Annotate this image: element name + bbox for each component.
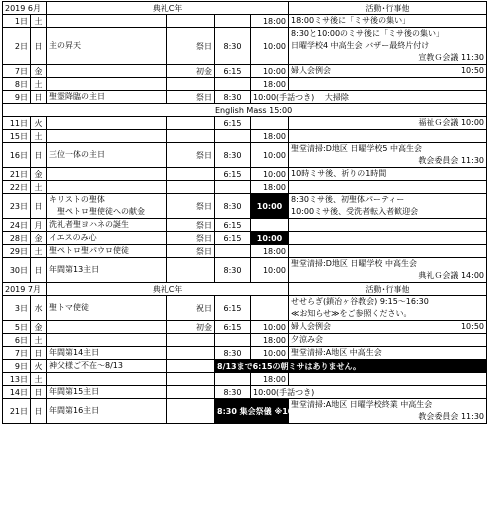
liturgy-name: [49, 117, 164, 129]
liturgy-cell: [47, 232, 167, 245]
day-cell: 29日: [3, 245, 31, 258]
activity-text: 聖堂清掃:A地区 日曜学校終業 中高生会: [291, 400, 433, 409]
weekday-cell: 土: [31, 334, 47, 347]
liturgy-name: イエスのみ心: [49, 233, 97, 242]
day-cell: 9日: [3, 91, 31, 104]
liturgy-cell: [47, 117, 167, 130]
mass-time-1: [215, 181, 251, 194]
liturgy-cell: [47, 360, 167, 373]
month-header-row: [3, 2, 487, 15]
activity-cell: [289, 296, 487, 321]
liturgy-name: 三位一体の主日: [49, 150, 105, 159]
activity-line: [291, 258, 484, 270]
mass-time-2: [251, 219, 289, 232]
weekday-cell: 土: [31, 130, 47, 143]
activity-time: 宣教Ｇ会議 11:30: [418, 53, 485, 62]
liturgy-cell: [47, 130, 167, 143]
weekday-cell: 水: [31, 296, 47, 321]
mass-time-2: 18:00: [251, 334, 289, 347]
month-label: 2019 7月: [3, 283, 47, 296]
activity-text: 夕涼み会: [291, 335, 324, 344]
weekday-cell: 金: [31, 321, 47, 334]
activity-cell: [289, 28, 487, 65]
feast-kind-cell: [167, 15, 215, 28]
activity-cell: [289, 15, 487, 28]
activity-line: [291, 117, 484, 129]
liturgy-name: [49, 15, 164, 27]
activity-cell: [289, 232, 487, 245]
schedule-row: [3, 78, 487, 91]
feast-kind-cell: 祭日: [167, 219, 215, 232]
notice-banner: 8/13まで6:15の朝ミサはありません。: [215, 360, 487, 373]
schedule-row: [3, 360, 487, 373]
activity-cell: [289, 245, 487, 258]
day-cell: 23日: [3, 194, 31, 219]
liturgy-name: キリストの聖体: [49, 195, 105, 204]
mass-time-1: 8:30: [215, 143, 251, 168]
schedule-row: [3, 194, 487, 219]
schedule-table: [2, 1, 487, 424]
liturgy-cell: [47, 194, 167, 219]
liturgy-cell: [47, 347, 167, 360]
liturgy-name: [49, 373, 164, 385]
liturgy-name: 洗礼者聖ヨハネの誕生: [49, 220, 129, 229]
day-cell: 9日: [3, 360, 31, 373]
liturgy-cell: [47, 258, 167, 283]
liturgy-cell: [47, 91, 167, 104]
activity-line: [291, 347, 484, 359]
schedule-row: [3, 28, 487, 65]
activity-time: 教会委員会 11:30: [418, 412, 485, 421]
schedule-row: [3, 15, 487, 28]
weekday-cell: 日: [31, 258, 47, 283]
feast-kind-cell: 祭日: [167, 91, 215, 104]
activity-cell: [289, 78, 487, 91]
activity-cell: [289, 258, 487, 283]
feast-kind-cell: [167, 181, 215, 194]
schedule-row: [3, 347, 487, 360]
activity-time: 教会委員会 11:30: [418, 156, 485, 165]
mass-time-1: 6:15: [215, 321, 251, 334]
weekday-cell: 金: [31, 232, 47, 245]
month-label: 2019 6月: [3, 2, 47, 15]
activity-line: [291, 65, 484, 77]
mass-time-1: 8:30: [215, 28, 251, 65]
activity-cell: [289, 130, 487, 143]
mass-time-1: 8:30: [215, 91, 251, 104]
activity-line: [291, 28, 484, 40]
liturgy-cell: [47, 78, 167, 91]
schedule-row: [3, 168, 487, 181]
day-cell: 16日: [3, 143, 31, 168]
mass-time-1: [215, 78, 251, 91]
liturgy-name: [49, 65, 164, 77]
liturgy-cell: [47, 386, 167, 399]
liturgy-name: 年間第16主日: [49, 406, 100, 415]
weekday-cell: 日: [31, 91, 47, 104]
schedule-row: [3, 373, 487, 386]
notice-banner: 8:30 集会祭儀 ※10:00のミサはありません。: [215, 399, 289, 424]
activity-cell: [289, 373, 487, 386]
mass-time-2: 18:00: [251, 78, 289, 91]
schedule-row: [3, 399, 487, 424]
mass-time-1: 8:30: [215, 386, 251, 399]
schedule-row: [3, 117, 487, 130]
day-cell: 30日: [3, 258, 31, 283]
feast-kind-cell: 祝日: [167, 296, 215, 321]
activity-line: [291, 334, 484, 346]
activity-line: [291, 40, 484, 52]
liturgy-cell: [47, 65, 167, 78]
mass-time-1: [215, 334, 251, 347]
weekday-cell: 日: [31, 143, 47, 168]
schedule-row: [3, 104, 487, 117]
mass-time-1: 6:15: [215, 232, 251, 245]
mass-time-2: 18:00: [251, 373, 289, 386]
activity-line: [291, 155, 484, 167]
activities-header: 活動･行事他: [289, 2, 487, 15]
feast-kind-cell: 祭日: [167, 232, 215, 245]
activity-line: [291, 232, 484, 244]
activity-cell: [289, 168, 487, 181]
day-cell: 24日: [3, 219, 31, 232]
schedule-row: [3, 130, 487, 143]
activity-line: [291, 194, 484, 206]
liturgy-year: 典礼C年: [47, 2, 289, 15]
activity-cell: [289, 347, 487, 360]
liturgy-cell: [47, 321, 167, 334]
liturgy-name: [49, 321, 164, 333]
activity-line: [291, 52, 484, 64]
mass-time-2: 10:00: [251, 65, 289, 78]
mass-time-1: [215, 373, 251, 386]
activity-line: [291, 143, 484, 155]
feast-kind-cell: [167, 399, 215, 424]
activity-text: 10:00ミサ後、受洗者転入者歓迎会: [291, 207, 419, 216]
feast-kind-cell: [167, 78, 215, 91]
feast-kind-cell: 祭日: [167, 143, 215, 168]
mass-time-2: 10:00: [251, 168, 289, 181]
liturgy-cell: [47, 296, 167, 321]
weekday-cell: 火: [31, 360, 47, 373]
feast-kind-cell: [167, 130, 215, 143]
weekday-cell: 日: [31, 28, 47, 65]
mass-time-2: 18:00: [251, 130, 289, 143]
day-cell: 3日: [3, 296, 31, 321]
feast-kind-cell: [167, 168, 215, 181]
mass-time-2: 10:00: [251, 194, 289, 219]
schedule-row: [3, 334, 487, 347]
liturgy-cell: [47, 143, 167, 168]
weekday-cell: 土: [31, 181, 47, 194]
day-cell: 22日: [3, 181, 31, 194]
month-header-row: [3, 283, 487, 296]
mass-time-1: 8:30: [215, 258, 251, 283]
mass-time-2: 10:00: [251, 258, 289, 283]
mass-time-1: [215, 130, 251, 143]
feast-kind-cell: [167, 334, 215, 347]
activity-text: 聖堂清掃:A地区 中高生会: [291, 348, 382, 357]
schedule-row: [3, 258, 487, 283]
schedule-row: [3, 296, 487, 321]
activity-time: 典礼Ｇ会議 14:00: [418, 271, 485, 280]
activity-cell: [289, 143, 487, 168]
day-cell: 5日: [3, 321, 31, 334]
feast-kind-cell: [167, 347, 215, 360]
activity-line: [291, 130, 484, 142]
liturgy-name: [49, 168, 164, 180]
liturgy-cell: [47, 373, 167, 386]
activity-cell: [289, 65, 487, 78]
weekday-cell: 火: [31, 117, 47, 130]
activity-line: [291, 219, 484, 231]
schedule-row: [3, 219, 487, 232]
activity-line: [291, 181, 484, 193]
activity-time: 福祉Ｇ会議 10:00: [418, 118, 485, 127]
feast-kind-cell: 祭日: [167, 28, 215, 65]
activity-text: ≪お知らせ≫をご参照ください。: [291, 309, 412, 318]
feast-kind-cell: [167, 117, 215, 130]
day-cell: 14日: [3, 386, 31, 399]
weekday-cell: 土: [31, 373, 47, 386]
activity-cell: [289, 194, 487, 219]
liturgy-name: [49, 130, 164, 142]
activity-line: [291, 168, 484, 180]
liturgy-name: 年間第15主日: [49, 387, 100, 396]
activity-cell: [289, 219, 487, 232]
liturgy-name: 年間第14主日: [49, 348, 100, 357]
day-cell: 7日: [3, 347, 31, 360]
weekday-cell: 日: [31, 194, 47, 219]
mass-time-2: 10:00(手話つき): [251, 386, 487, 399]
activity-line: [291, 78, 484, 90]
day-cell: 15日: [3, 130, 31, 143]
mass-time-2: [251, 296, 289, 321]
activity-text: 聖堂清掃:D地区 日曜学校5 中高生会: [291, 144, 423, 153]
activity-line: [291, 308, 484, 320]
activity-text: せせらぎ(鎖冶ヶ谷教会) 9:15～16:30: [291, 297, 429, 306]
liturgy-cell: [47, 245, 167, 258]
mass-time-2: [251, 117, 289, 130]
weekday-cell: 金: [31, 168, 47, 181]
liturgy-cell: [47, 168, 167, 181]
activity-cell: [289, 117, 487, 130]
liturgy-name: 主の昇天: [49, 41, 81, 50]
schedule-row: [3, 232, 487, 245]
mass-time-1: 6:15: [215, 219, 251, 232]
activity-time: 10:50: [460, 66, 485, 75]
activity-cell: [289, 321, 487, 334]
mass-time-1: 8:30: [215, 347, 251, 360]
liturgy-cell: [47, 181, 167, 194]
liturgy-cell: [47, 399, 167, 424]
liturgy-cell: [47, 219, 167, 232]
weekday-cell: 日: [31, 386, 47, 399]
weekday-cell: 月: [31, 219, 47, 232]
activity-line: [291, 206, 484, 218]
activity-text: 婦人会例会: [291, 66, 332, 75]
activities-header: 活動･行事他: [289, 283, 487, 296]
mass-time-2: 10:00: [251, 28, 289, 65]
mass-time-2: 10:00: [251, 232, 289, 245]
schedule-row: [3, 143, 487, 168]
feast-kind-cell: 初金: [167, 321, 215, 334]
weekday-cell: 日: [31, 347, 47, 360]
schedule-row: [3, 321, 487, 334]
activity-text: 8:30ミサ後、初聖体パーティー: [291, 195, 405, 204]
mass-time-2: 10:00(手話つき) 大掃除: [251, 91, 487, 104]
liturgy-cell: [47, 15, 167, 28]
feast-kind-cell: [167, 360, 215, 373]
liturgy-cell: [47, 28, 167, 65]
activity-line: [291, 296, 484, 308]
mass-time-1: 6:15: [215, 65, 251, 78]
activity-line: [291, 321, 484, 333]
mass-time-2: 10:00: [251, 321, 289, 334]
feast-kind-cell: [167, 373, 215, 386]
mass-time-1: 8:30: [215, 194, 251, 219]
feast-kind-cell: 祭日: [167, 245, 215, 258]
day-cell: 8日: [3, 78, 31, 91]
mass-time-2: 10:00: [251, 143, 289, 168]
liturgy-year: 典礼C年: [47, 283, 289, 296]
liturgy-name: 聖霊降臨の主日: [49, 92, 105, 101]
schedule-row: [3, 386, 487, 399]
english-mass-note: English Mass 15:00: [3, 104, 487, 117]
liturgy-name: [49, 181, 164, 193]
mass-time-2: 18:00: [251, 15, 289, 28]
mass-time-2: 18:00: [251, 181, 289, 194]
activity-text: 聖堂清掃:D地区 日曜学校 中高生会: [291, 259, 417, 268]
day-cell: 6日: [3, 334, 31, 347]
weekday-cell: 金: [31, 65, 47, 78]
mass-time-2: 18:00: [251, 245, 289, 258]
day-cell: 28日: [3, 232, 31, 245]
activity-text: 婦人会例会: [291, 322, 332, 331]
activity-line: [291, 15, 484, 27]
schedule-row: [3, 181, 487, 194]
weekday-cell: 日: [31, 399, 47, 424]
schedule-row: [3, 65, 487, 78]
mass-time-1: [215, 15, 251, 28]
activity-cell: [289, 334, 487, 347]
weekday-cell: 土: [31, 245, 47, 258]
day-cell: 1日: [3, 15, 31, 28]
activity-text: 10時ミサ後、祈りの1時間: [291, 169, 387, 178]
activity-line: [291, 399, 484, 411]
feast-kind-cell: 初金: [167, 65, 215, 78]
day-cell: 2日: [3, 28, 31, 65]
mass-time-1: [215, 245, 251, 258]
mass-time-1: 6:15: [215, 296, 251, 321]
activity-time: 10:50: [460, 322, 485, 331]
activity-cell: [289, 181, 487, 194]
weekday-cell: 土: [31, 78, 47, 91]
liturgy-name: 年間第13主日: [49, 265, 100, 274]
weekday-cell: 土: [31, 15, 47, 28]
activity-line: [291, 245, 484, 257]
day-cell: 11日: [3, 117, 31, 130]
feast-kind-cell: [167, 258, 215, 283]
liturgy-name: 聖トマ使徒: [49, 303, 89, 312]
liturgy-name: 神父様ご不在～8/13: [49, 361, 123, 370]
day-cell: 13日: [3, 373, 31, 386]
activity-text: 18:00ミサ後に「ミサ後の集い」: [291, 16, 411, 25]
activity-text: 日曜学校4 中高生会 バザー最終片付け: [291, 41, 430, 50]
liturgy-name: [49, 334, 164, 346]
liturgy-note: 聖ペトロ聖使徒への献金: [57, 207, 145, 216]
mass-time-1: 6:15: [215, 168, 251, 181]
activity-line: [291, 373, 484, 385]
mass-time-2: 10:00: [251, 347, 289, 360]
liturgy-cell: [47, 334, 167, 347]
activity-text: 8:30と10:00のミサ後に「ミサ後の集い」: [291, 29, 445, 38]
feast-kind-cell: [167, 386, 215, 399]
schedule-row: [3, 91, 487, 104]
liturgy-name: [49, 78, 164, 90]
liturgy-name: 聖ペトロ聖パウロ使徒: [49, 246, 129, 255]
mass-time-1: 6:15: [215, 117, 251, 130]
activity-line: [291, 270, 484, 282]
day-cell: 21日: [3, 168, 31, 181]
feast-kind-cell: 祭日: [167, 194, 215, 219]
day-cell: 7日: [3, 65, 31, 78]
schedule-row: [3, 245, 487, 258]
day-cell: 21日: [3, 399, 31, 424]
